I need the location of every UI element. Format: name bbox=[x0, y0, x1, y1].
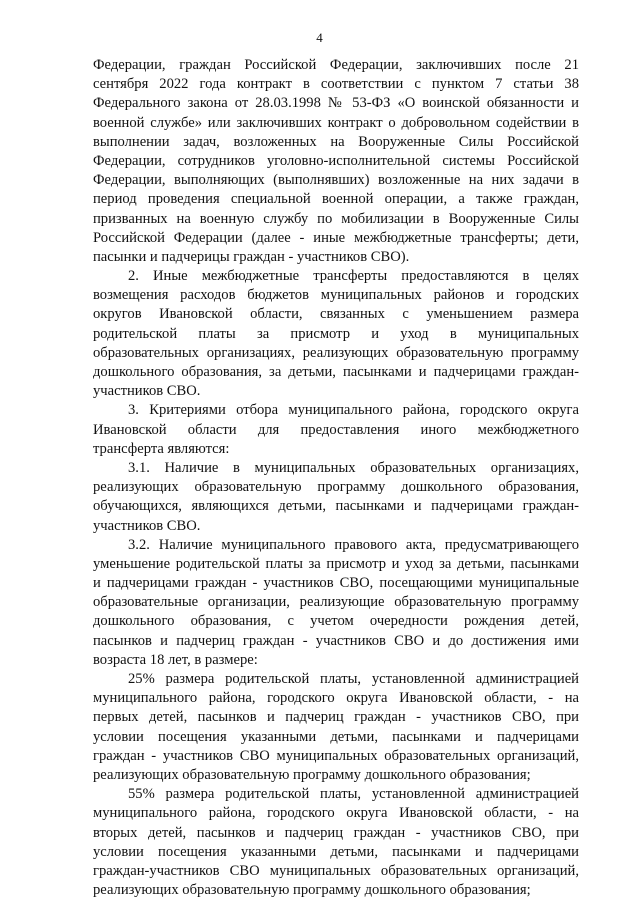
text-line: трансферта являются: bbox=[93, 440, 230, 457]
text-line: Российской Федерации (далее - иные межбюджетные трансферты; дети, bbox=[93, 229, 579, 246]
text-line: дошкольного образования, за детьми, пасынками и падчерицами граждан- bbox=[93, 364, 579, 380]
paragraph bbox=[93, 785, 579, 900]
text-line: реализующих образовательную программу дошкольного образования, bbox=[93, 479, 579, 496]
text-line: военной службе» или заключивших контракт о добровольном содействии в bbox=[93, 114, 579, 131]
text-line: сентября 2022 года контракт в соответствии с пунктом 7 статьи 38 bbox=[93, 76, 579, 93]
text-line: обучающихся, являющихся детьми, пасынками и падчерицами граждан- bbox=[93, 498, 579, 515]
paragraph bbox=[93, 267, 579, 401]
text-line: пасынков и падчериц граждан - участников СВО и до достижения ими bbox=[93, 632, 579, 649]
text-line: 25% размера родительской платы, установленной администрацией bbox=[128, 671, 579, 687]
text-line: образовательные организации, реализующие образовательную программу bbox=[93, 594, 579, 611]
text-line: образовательных организациях, реализующих образовательную программу bbox=[93, 344, 579, 361]
text-line: реализующих образовательную программу дошкольного образования; bbox=[93, 882, 531, 899]
document-body bbox=[93, 56, 579, 900]
paragraph bbox=[93, 56, 579, 267]
paragraph bbox=[93, 670, 579, 785]
text-line: Федерации, граждан Российской Федерации, заключивших после 21 bbox=[93, 57, 579, 73]
text-line: участников СВО. bbox=[93, 517, 201, 534]
text-line: граждан - участников СВО муниципальных образовательных организаций, bbox=[93, 747, 579, 764]
text-line: муниципального района, городского округа Ивановской области, - на bbox=[93, 690, 579, 707]
text-line: 55% размера родительской платы, установленной администрацией bbox=[128, 786, 579, 803]
text-line: период проведения специальной военной операции, а также граждан, bbox=[93, 191, 579, 208]
text-line: условии посещения указанными детьми, пасынками и падчерицами bbox=[93, 843, 579, 860]
text-line: Федерации, выполняющих (выполнявших) возложенные на них задачи в bbox=[93, 172, 579, 189]
text-line: Федерации, сотрудников уголовно-исполнительной системы Российской bbox=[93, 152, 579, 169]
text-line: и падчерицами граждан - участников СВО, посещающими муниципальные bbox=[93, 575, 579, 592]
text-line: Ивановской области для предоставления иного межбюджетного bbox=[93, 421, 579, 438]
text-line: участников СВО. bbox=[93, 383, 201, 400]
text-line: округов Ивановской области, связанных с уменьшением размера bbox=[93, 306, 579, 323]
text-line: Федерального закона от 28.03.1998 № 53-ФЗ «О воинской обязанности и bbox=[93, 95, 579, 112]
text-line: 2. Иные межбюджетные трансферты предоставляются в целях bbox=[128, 268, 579, 285]
text-line: пасынки и падчерицы граждан - участников СВО). bbox=[93, 248, 410, 265]
text-line: вторых детей, пасынков и падчериц граждан - участников СВО, при bbox=[93, 824, 579, 841]
text-line: муниципального района, городского округа Ивановской области, - на bbox=[93, 805, 579, 822]
text-line: условии посещения указанными детьми, пасынками и падчерицами bbox=[93, 728, 579, 745]
text-line: 3. Критериями отбора муниципального района, городского округа bbox=[128, 402, 579, 419]
paragraph bbox=[93, 401, 579, 459]
text-line: родительской платы за присмотр и уход в муниципальных bbox=[93, 325, 579, 342]
page-number: 4 bbox=[316, 30, 323, 45]
text-line: граждан-участников СВО муниципальных образовательных организаций, bbox=[93, 862, 579, 879]
text-line: реализующих образовательную программу дошкольного образования; bbox=[93, 766, 531, 783]
text-line: возмещения расходов бюджетов муниципальных районов и городских bbox=[93, 287, 579, 304]
text-line: выполнении задач, возложенных на Вооруженные Силы Российской bbox=[93, 133, 579, 150]
text-line: 3.1. Наличие в муниципальных образовательных организациях, bbox=[128, 459, 579, 476]
text-line: дошкольного образования, с учетом очередности рождения детей, bbox=[93, 613, 579, 630]
text-line: первых детей, пасынков и падчериц граждан - участников СВО, при bbox=[93, 709, 579, 726]
text-line: возраста 18 лет, в размере: bbox=[93, 651, 258, 668]
text-line: 3.2. Наличие муниципального правового акта, предусматривающего bbox=[128, 536, 579, 553]
text-line: уменьшение родительской платы за присмотр и уход за детьми, пасынками bbox=[93, 555, 579, 572]
text-line: призванных на военную службу по мобилизации в Вооруженные Силы bbox=[93, 210, 579, 227]
paragraph bbox=[93, 459, 579, 536]
paragraph bbox=[93, 536, 579, 670]
